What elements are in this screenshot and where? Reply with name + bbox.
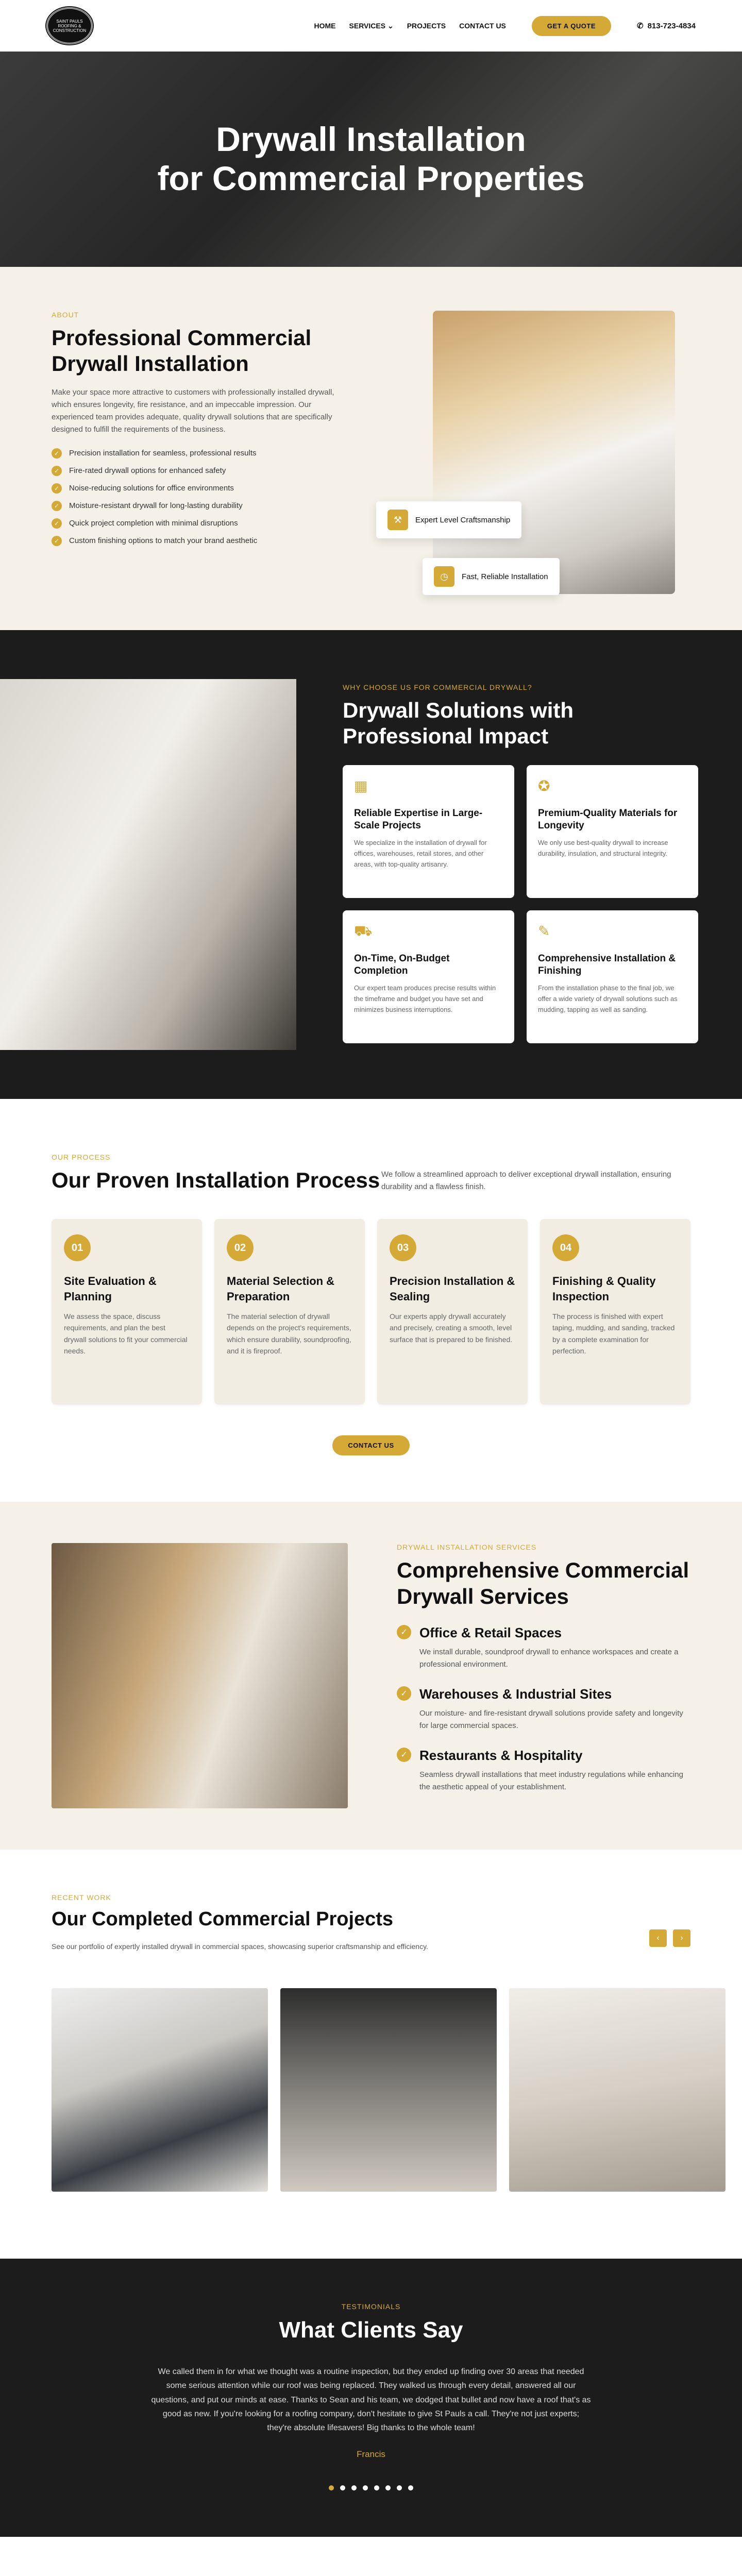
process-step: 04 Finishing & Quality Inspection The process is finished with expert taping, mudding, and sanding, tracked by a complete examination for perfection. bbox=[540, 1219, 690, 1404]
service-item: ✓ Warehouses & Industrial Sites Our moisture- and fire-resistant drywall solutions provide safety and longevity for large commercial spaces. bbox=[397, 1686, 690, 1732]
service-item: ✓ Office & Retail Spaces We install durable, soundproof drywall to enhance workspaces and create a professional environment. bbox=[397, 1625, 690, 1671]
check-icon: ✓ bbox=[52, 483, 62, 494]
chevron-down-icon: ⌄ bbox=[387, 21, 394, 30]
testimonials-eyebrow: TESTIMONIALS bbox=[341, 2302, 401, 2311]
check-icon: ✓ bbox=[52, 518, 62, 529]
services-section bbox=[0, 1502, 742, 1850]
hero-title: Drywall Installation for Commercial Properties bbox=[157, 120, 585, 197]
nav-projects[interactable]: PROJECTS bbox=[407, 22, 446, 30]
about-eyebrow: ABOUT bbox=[52, 311, 79, 319]
project-image[interactable] bbox=[280, 1988, 497, 2192]
award-icon: ✪ bbox=[538, 777, 550, 794]
nav-home[interactable]: HOME bbox=[314, 22, 336, 30]
check-icon: ✓ bbox=[397, 1748, 411, 1762]
list-item: ✓ Noise-reducing solutions for office environments bbox=[52, 483, 340, 494]
services-title: Comprehensive Commercial Drywall Services bbox=[397, 1558, 689, 1608]
process-title: Our Proven Installation Process bbox=[52, 1168, 380, 1192]
projects-eyebrow: RECENT WORK bbox=[52, 1893, 111, 1902]
list-item: ✓ Fire-rated drywall options for enhanced safety bbox=[52, 466, 340, 476]
main-nav bbox=[314, 16, 696, 36]
projects-title: Our Completed Commercial Projects bbox=[52, 1908, 394, 1930]
process-step: 03 Precision Installation & Sealing Our experts apply drywall accurately and precisely, creating a smooth, level surface that is prepared to be finished. bbox=[377, 1219, 528, 1404]
services-photo bbox=[52, 1543, 348, 1808]
testimonial-quote: We called them in for what we thought was a routine inspection, but they ended up finding over 30 areas that needed some serious attention while our roof was being replaced. They walked us through every detail, answered all our questions, and put our minds at ease. Thanks to Sean and his team, we dodged that bullet and now have a roof that's as good as new. If you're looking for a roofing company, don't hesitate to give St Pauls a call. They're not just experts; they're absolute lifesavers! Big thanks to the whole team! bbox=[151, 2367, 591, 2432]
check-icon: ✓ bbox=[52, 501, 62, 511]
about-text: Make your space more attractive to customers with professionally installed drywall, which ensures longevity, fire resistance, and an impeccable impression. Our experienced team provides adequate, quality drywall solutions that are specifically designed to fulfill the requirements of the business. bbox=[52, 387, 334, 434]
list-item: ✓ Precision installation for seamless, professional results bbox=[52, 448, 340, 459]
prev-arrow-icon[interactable]: ‹ bbox=[649, 1929, 667, 1947]
faq-section bbox=[0, 2537, 742, 2576]
carousel-dot[interactable] bbox=[397, 2485, 402, 2490]
truck-icon: ⛟ bbox=[354, 922, 373, 939]
carousel-dot[interactable] bbox=[374, 2485, 379, 2490]
building-icon: ▦ bbox=[354, 777, 368, 794]
process-intro: We follow a streamlined approach to deliver exceptional drywall installation, ensuring durability and a flawless finish. bbox=[381, 1170, 671, 1192]
projects-section bbox=[0, 1850, 742, 2259]
projects-intro: See our portfolio of expertly installed drywall in commercial spaces, showcasing superior craftsmanship and efficiency. bbox=[52, 1942, 428, 1951]
feature-card: ⛟ On-Time, On-Budget Completion Our expert team produces precise results within the timeframe and budget you have set and minimizes business interruptions. bbox=[343, 910, 514, 1043]
about-photo bbox=[433, 311, 675, 594]
carousel-dot[interactable] bbox=[329, 2485, 334, 2490]
list-item: ✓ Moisture-resistant drywall for long-lasting durability bbox=[52, 501, 340, 511]
about-checklist bbox=[52, 448, 340, 546]
check-icon: ✓ bbox=[52, 536, 62, 546]
nav-contact[interactable]: CONTACT US bbox=[459, 22, 506, 30]
list-item: ✓ Quick project completion with minimal disruptions bbox=[52, 518, 340, 529]
services-eyebrow: DRYWALL INSTALLATION SERVICES bbox=[397, 1543, 537, 1552]
tools-icon: ⚒ bbox=[387, 510, 408, 530]
badge-fast-install: ◷ Fast, Reliable Installation bbox=[423, 558, 560, 595]
why-eyebrow: WHY CHOOSE US FOR COMMERCIAL DRYWALL? bbox=[343, 683, 532, 691]
project-image[interactable] bbox=[52, 1988, 268, 2192]
contact-us-button[interactable]: CONTACT US bbox=[332, 1435, 409, 1455]
carousel-dot[interactable] bbox=[340, 2485, 345, 2490]
why-section bbox=[0, 630, 742, 1099]
feature-card: ▦ Reliable Expertise in Large-Scale Projects We specialize in the installation of drywall for offices, warehouses, retail stores, and other areas, with top-quality artisanry. bbox=[343, 765, 514, 898]
about-title: Professional Commercial Drywall Installation bbox=[52, 326, 312, 376]
check-icon: ✓ bbox=[52, 466, 62, 476]
get-quote-button[interactable]: GET A QUOTE bbox=[532, 16, 611, 36]
site-logo[interactable]: SAINT PAULS ROOFING & CONSTRUCTION bbox=[46, 7, 93, 44]
feature-card: ✎ Comprehensive Installation & Finishing From the installation phase to the final job, we offer a wide variety of drywall solutions such as mudding, tapping as well as sanding. bbox=[527, 910, 698, 1043]
about-image-group bbox=[376, 311, 675, 594]
carousel-dot[interactable] bbox=[408, 2485, 413, 2490]
why-photo bbox=[0, 679, 296, 1050]
hero bbox=[0, 52, 742, 267]
testimonial-author: Francis bbox=[357, 2449, 385, 2460]
feature-card: ✪ Premium-Quality Materials for Longevity We only use best-quality drywall to increase durability, insulation, and structural integrity. bbox=[527, 765, 698, 898]
testimonials-title: What Clients Say bbox=[279, 2317, 463, 2343]
clock-icon: ◷ bbox=[434, 566, 454, 587]
process-step: 02 Material Selection & Preparation The material selection of drywall depends on the project's requirements, which ensure durability, soundproofing, and it is fireproof. bbox=[214, 1219, 365, 1404]
testimonials-section bbox=[0, 2259, 742, 2537]
site-header bbox=[0, 0, 742, 52]
carousel-dot[interactable] bbox=[363, 2485, 368, 2490]
projects-carousel bbox=[52, 1988, 742, 2192]
phone-icon: ✆ bbox=[637, 22, 644, 30]
badge-craftsmanship: ⚒ Expert Level Craftsmanship bbox=[376, 501, 521, 538]
carousel-dot[interactable] bbox=[385, 2485, 391, 2490]
process-eyebrow: OUR PROCESS bbox=[52, 1153, 111, 1161]
why-title: Drywall Solutions with Professional Impact bbox=[343, 698, 574, 749]
project-image[interactable] bbox=[509, 1988, 726, 2192]
list-item: ✓ Custom finishing options to match your brand aesthetic bbox=[52, 536, 340, 546]
carousel-dot[interactable] bbox=[351, 2485, 357, 2490]
check-icon: ✓ bbox=[397, 1625, 411, 1639]
process-section bbox=[0, 1099, 742, 1502]
service-item: ✓ Restaurants & Hospitality Seamless drywall installations that meet industry regulations while enhancing the aesthetic appeal of your establishment. bbox=[397, 1748, 690, 1793]
ruler-icon: ✎ bbox=[538, 923, 550, 939]
nav-services[interactable]: SERVICES ⌄ bbox=[349, 21, 394, 30]
check-icon: ✓ bbox=[397, 1686, 411, 1701]
next-arrow-icon[interactable]: › bbox=[673, 1929, 690, 1947]
about-section bbox=[0, 267, 742, 630]
header-phone[interactable]: ✆ 813-723-4834 bbox=[637, 21, 696, 30]
process-step: 01 Site Evaluation & Planning We assess the space, discuss requirements, and plan the best drywall solutions to fit your commercial needs. bbox=[52, 1219, 202, 1404]
carousel-dots bbox=[0, 2485, 742, 2490]
check-icon: ✓ bbox=[52, 448, 62, 459]
